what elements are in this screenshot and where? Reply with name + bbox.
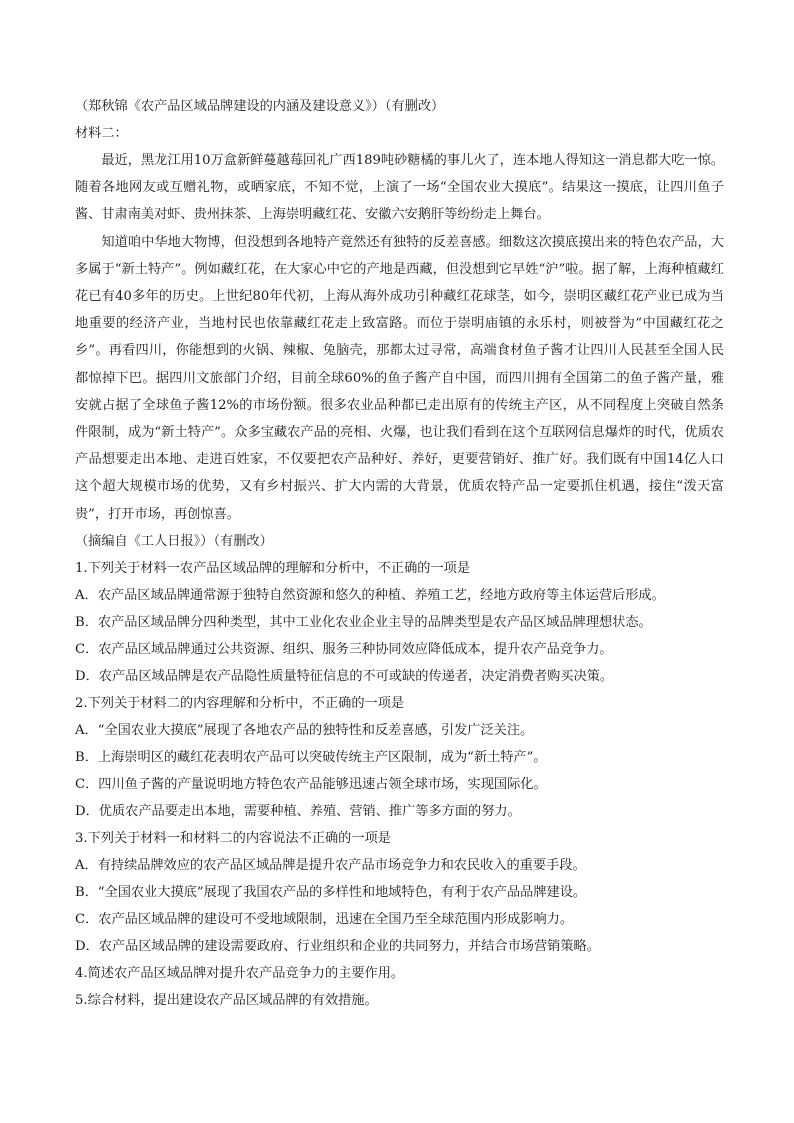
question-3-option-a: A．有持续品牌效应的农产品区域品牌是提升农产品市场竞争力和农民收入的重要手段。 <box>75 857 586 873</box>
question-2-option-a: A．“全国农业大摸底”展现了各地农产品的独特性和反差喜感，引发广泛关注。 <box>75 722 534 738</box>
question-3-option-d: D．农产品区域品牌的建设需要政府、行业组织和企业的共同努力，并结合市场营销策略。 <box>75 938 600 954</box>
question-1-option-c: C．农产品区域品牌通过公共资源、组织、服务三种协同效应降低成本，提升农产品竞争力。 <box>75 641 613 657</box>
question-2-option-c: C．四川鱼子酱的产量说明地方特色农产品能够迅速占领全球市场，实现国际化。 <box>75 776 547 792</box>
material-2-paragraph-2: 知道咱中华地大物博，但没想到各地特产竟然还有独特的反差喜感。细数这次摸底摸出来的特色农产品，大多属于“新土特产”。例如藏红花，在大家心中它的产地是西藏，但没想到它早姓“沪”啦。据了解，上海种植藏红花已有40多年的历史。上世纪80年代初，上海从海外成功引种藏红花球茎，如今，崇明区藏红花产业已成为当地重要的经济产业，当地村民也依靠藏红花走上致富路。而位于崇明庙镇的永乐村，则被誉为“中国藏红花之乡”。再看四川，你能想到的火锅、辣椒、兔脑壳，那都太过寻常，高端食材鱼子酱才让四川人民甚至全国人民都惊掉下巴。据四川文旅部门介绍，目前全球60%的鱼子酱产自中国，而四川拥有全国第二的鱼子酱产量，雅安就占据了全球鱼子酱12%的市场份额。很多农业品种都已走出原有的传统主产区，从不同程度上突破自然条件限制，成为“新土特产”。众多宝藏农产品的亮相、火爆，也让我们看到在这个互联网信息爆炸的时代，优质农产品想要走出本地、走进百姓家，不仅要把农产品种好、养好，更要营销好、推广好。我们既有中国14亿人口这个超大规模市场的优势，又有乡村振兴、扩大内需的大背景，优质农特产品一定要抓住机遇，接住“泼天富贵”，打开市场，再创惊喜。 <box>75 234 724 522</box>
question-1-option-a: A．农产品区域品牌通常源于独特自然资源和悠久的种植、养殖工艺，经地方政府等主体运营后形成。 <box>75 587 665 603</box>
source-citation-1: （郑秋锦《农产品区域品牌建设的内涵及建设意义》）（有删改） <box>75 99 445 114</box>
question-2-stem: 2.下列关于材料二的内容理解和分析中，不正确的一项是 <box>75 695 405 711</box>
questions <box>75 555 724 1014</box>
question-2-option-d: D．优质农产品要走出本地，需要种植、养殖、营销、推广等多方面的努力。 <box>75 803 521 819</box>
question-1-stem: 1.下列关于材料一农产品区域品牌的理解和分析中，不正确的一项是 <box>75 560 471 576</box>
material-2-heading: 材料二： <box>75 126 128 141</box>
question-3-option-c: C．农产品区域品牌的建设可不受地域限制，迅速在全国乃至全球范围内形成影响力。 <box>75 911 574 927</box>
question-1-option-d: D．农产品区域品牌是农产品隐性质量特征信息的不可或缺的传递者，决定消费者购买决策。 <box>75 668 614 684</box>
question-5-stem: 5.综合材料，提出建设农产品区域品牌的有效措施。 <box>75 992 378 1008</box>
material-2-paragraph-1: 最近，黑龙江用10万盒新鲜蔓越莓回礼广西189吨砂糖橘的事儿火了，连本地人得知这一消息都大吃一惊。随着各地网友或互赠礼物，或晒家底，不知不觉，上演了一场“全国农业大摸底”。结果这一摸底，让四川鱼子酱、甘肃南美对虾、贵州抹茶、上海崇明藏红花、安徽六安鹅肝等纷纷走上舞台。 <box>75 153 724 223</box>
question-4-stem: 4.简述农产品区域品牌对提升农产品竞争力的主要作用。 <box>75 965 405 981</box>
source-citation-2: （摘编自《工人日报》）（有删改） <box>75 533 273 549</box>
question-1-option-b: B．农产品区域品牌分四种类型，其中工业化农业企业主导的品牌类型是农产品区域品牌理想状态。 <box>75 614 652 630</box>
question-3-option-b: B．“全国农业大摸底”展现了我国农产品的多样性和地域特色，有利于农产品品牌建设。 <box>75 884 587 900</box>
question-3-stem: 3.下列关于材料一和材料二的内容说法不正确的一项是 <box>75 830 391 846</box>
question-2-option-b: B．上海崇明区的藏红花表明农产品可以突破传统主产区限制，成为“新土特产”。 <box>75 749 547 765</box>
